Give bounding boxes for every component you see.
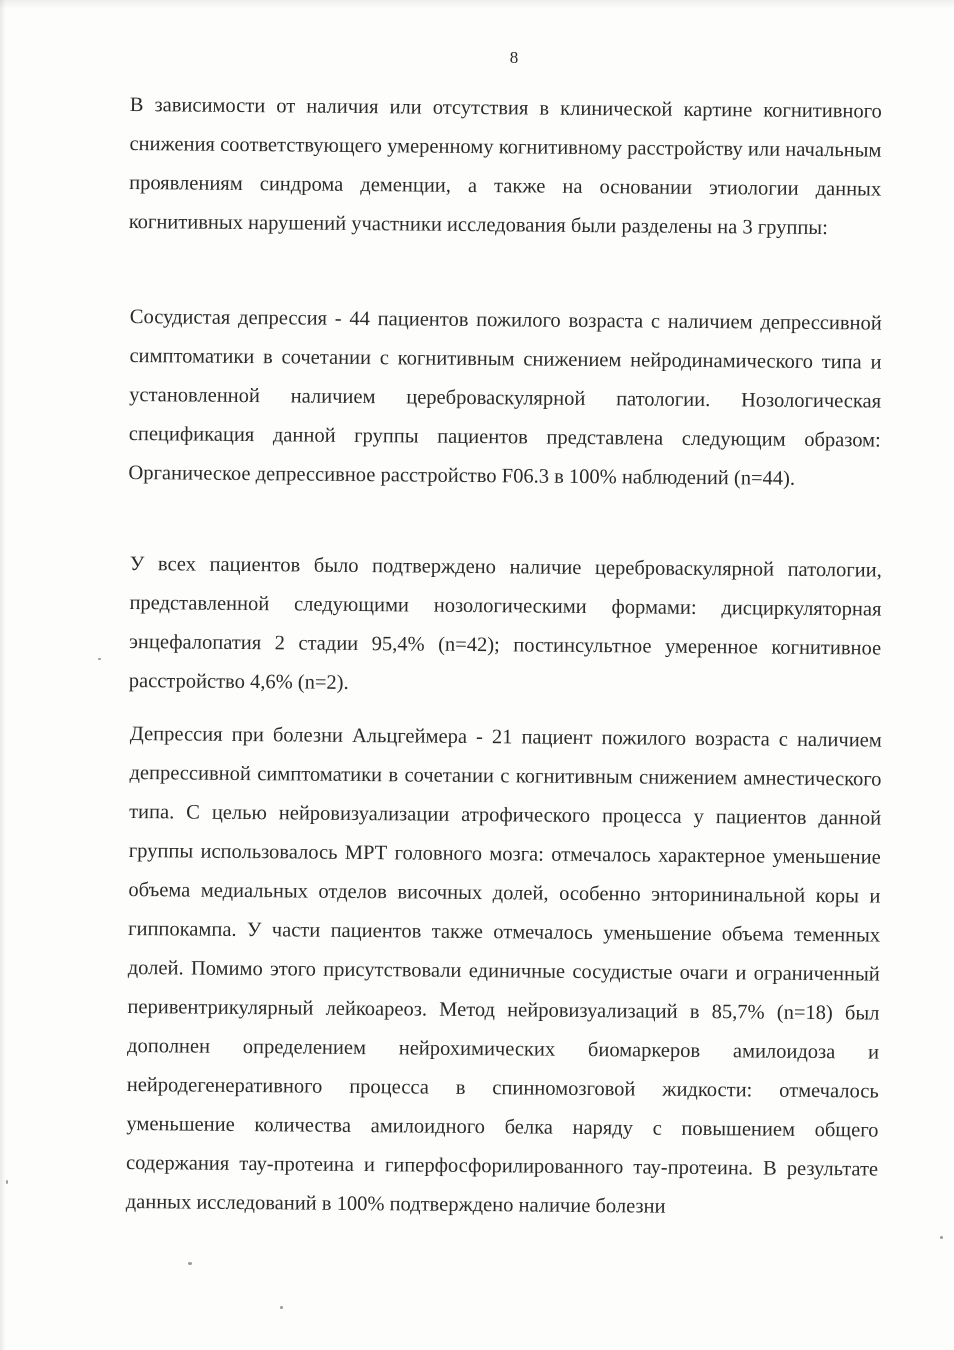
- scan-speck: [6, 1180, 8, 1184]
- paragraph-1-block: [129, 86, 882, 249]
- scan-speck: [188, 1262, 192, 1265]
- paragraph-cerebrovascular-pathology: У всех пациентов было подтверждено наличие цереброваскулярной патологии, представленной следующими нозологическими формами: дисциркуляторная энцефалопатия 2 стадии 95,4% (n=42); постинсультное умеренное когнитивное расстройство 4,6% (n=2).: [128, 552, 882, 694]
- paragraph-intro: В зависимости от наличия или отсутствия в клинической картине когнитивного снижения соответствующего умеренному когнитивному расстройству или начальным проявлениям синдрома деменции, а также на основании этиологии данных когнитивных нарушений участники исследования были разделены на 3 группы:: [128, 93, 882, 240]
- paragraph-2-block: [128, 298, 882, 500]
- paragraph-3-block: [129, 545, 882, 708]
- scan-speck: [940, 1236, 943, 1239]
- paragraph-alzheimer-depression: Депрессия при болезни Альцгеймера - 21 пациент пожилого возраста с наличием депрессивной симптоматики в сочетании с когнитивным снижением амнестического типа. С целью нейровизуализации атрофического процесса у пациентов данной группы использовалось МРТ головного мозга: отмечалось характерное уменьшение объема медиальных отделов височных долей, особенно энторининальной коры и гиппокампа. У части пациентов также отмечалось уменьшение объема теменных долей. Помимо этого присутствовали единичные сосудистые очаги и ограниченный перивентрикулярный лейкоареоз. Метод нейровизуализаций в 85,7% (n=18) был дополнен определением нейрохимических биомаркеров амилоидоза и нейродегенеративного процесса в спинномозговой жидкости: отмечалось уменьшение количества амилоидного белка наряду с повышением общего содержания тау-протеина и гиперфосфорилированного тау-протеина. В результате данных исследований в 100% подтверждено наличие болезни: [125, 722, 882, 1218]
- scan-speck: [98, 658, 101, 660]
- paragraph-vascular-depression: Сосудистая депрессия - 44 пациентов пожилого возраста с наличием депрессивной симптоматики в сочетании с когнитивным снижением нейродинамического типа и установленной наличием цереброваскулярной патологии. Нозологическая спецификация данной группы пациентов представлена следующим образом: Органическое депрессивное расстройство F06.3 в 100% наблюдений (n=44).: [128, 305, 882, 490]
- page-number: 8: [509, 48, 519, 67]
- paragraph-4-block: [126, 715, 882, 1229]
- scan-speck: [280, 1306, 283, 1309]
- scan-edge-shadow: [0, 0, 6, 1350]
- scan-top-shadow: [0, 0, 954, 8]
